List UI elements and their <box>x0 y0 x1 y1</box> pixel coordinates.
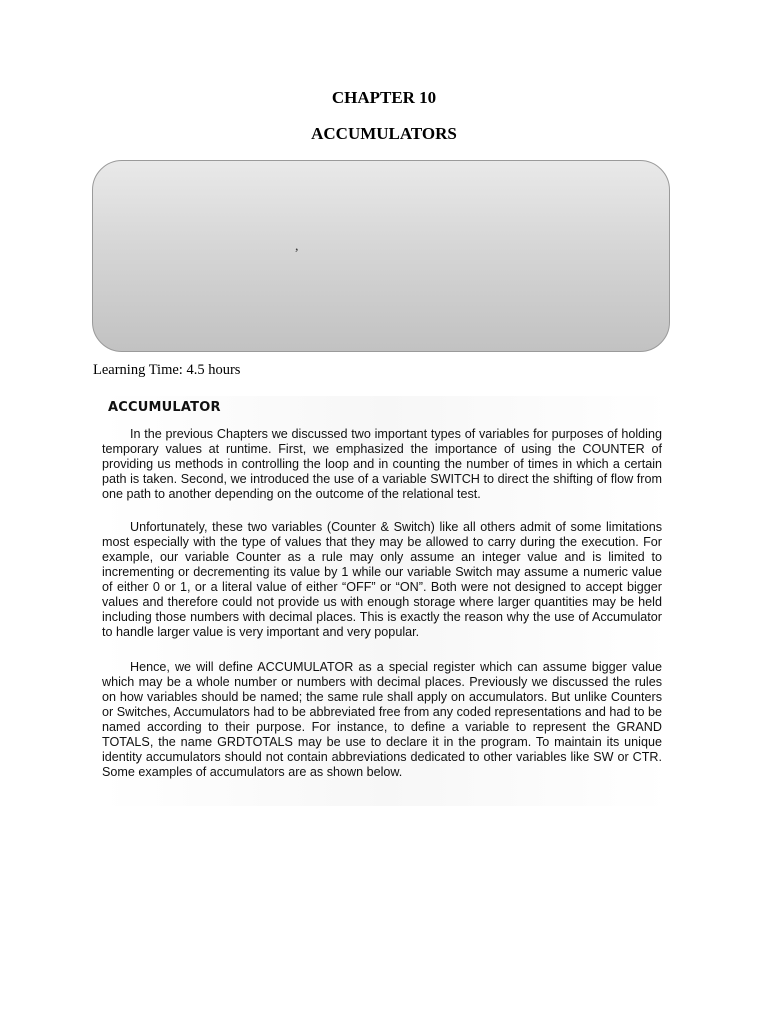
chapter-number: CHAPTER 10 <box>331 88 437 107</box>
objectives-mark: , <box>295 239 299 254</box>
paragraph: In the previous Chapters we discussed two important types of variables for purposes of holding temporary values at runtime. First, we emphasized the importance of using the COUNTER of providing us methods in controlling the loop and in counting the number of times in which a certain path is taken. Second, we introduced the use of a variable SWITCH to direct the shifting of flow from one path to another depending on the outcome of the relational test. <box>102 427 662 501</box>
objectives-box <box>92 160 670 352</box>
section-heading: ACCUMULATOR <box>108 400 221 415</box>
learning-time: Learning Time: 4.5 hours <box>93 362 241 378</box>
paragraph: Unfortunately, these two variables (Counter & Switch) like all others admit of some limitations most especially with the type of values that they may be allowed to carry during the execution. For example, our variable Counter as a rule may only assume an integer value and is limited to incrementing or decrementing its value by 1 while our variable Switch may assume a numeric value of either 0 or 1, or a literal value of either “OFF” or “ON”. Both were not designed to accept bigger values and therefore could not provide us with enough storage where larger quantities may be held including those numbers with decimal places. This is exactly the reason why the use of Accumulator to handle larger value is very important and very popular. <box>102 520 662 639</box>
scanned-text-block <box>102 396 670 806</box>
chapter-title: ACCUMULATORS <box>311 124 457 143</box>
paragraph: Hence, we will define ACCUMULATOR as a special register which can assume bigger value which may be a whole number or numbers with decimal places. Previously we discussed the rules on how variables should be named; the same rule shall apply on accumulators. But unlike Counters or Switches, Accumulators had to be abbreviated free from any coded representations and had to be named according to their purpose. For instance, to define a variable to represent the GRAND TOTALS, the name GRDTOTALS may be use to declare it in the program. To maintain its unique identity accumulators should not contain abbreviations dedicated to other variables like SW or CTR. Some examples of accumulators are as shown below. <box>102 660 662 779</box>
